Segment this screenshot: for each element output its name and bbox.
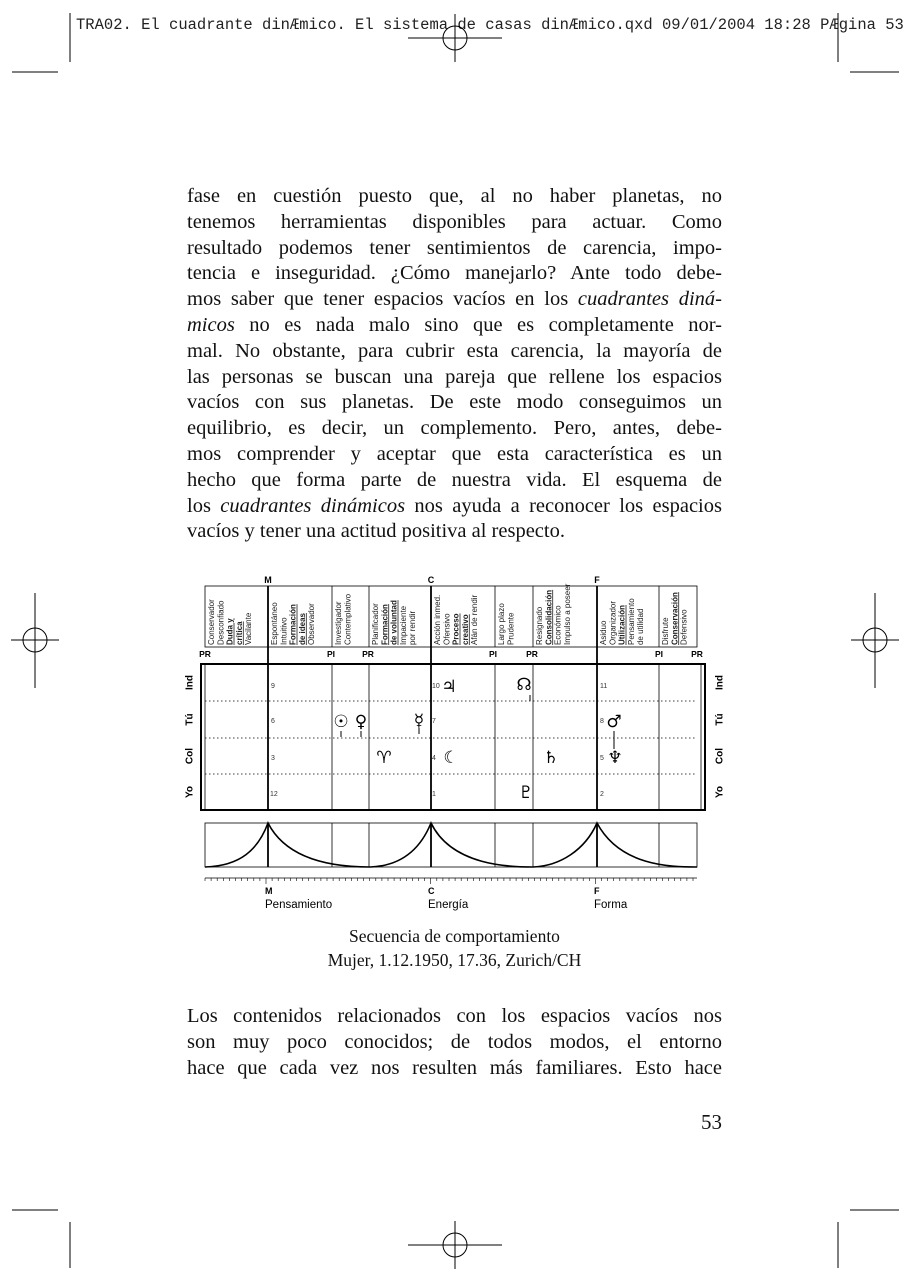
trait-label: Desconfiado xyxy=(216,600,226,645)
row-label: Yo xyxy=(714,785,726,799)
trait-label: Prudente xyxy=(506,612,516,645)
text-line: fase en cuestión puesto que, al no haber planetas, no xyxy=(187,185,722,207)
trait-label: Largo plazo xyxy=(497,603,506,645)
pluto-icon: ♇ xyxy=(518,783,534,803)
pi-label: PI xyxy=(654,649,664,659)
axis-name-label: Pensamiento xyxy=(265,899,333,911)
page-number: 53 xyxy=(701,1110,722,1134)
trait-label: Duda y xyxy=(225,618,235,645)
figure-caption-subtitle: Mujer, 1.12.1950, 17.36, Zurich/CH xyxy=(327,950,582,970)
trait-label: Proceso xyxy=(451,613,461,645)
aries-point-icon: ♈ xyxy=(376,748,392,768)
house-number: 4 xyxy=(432,755,436,762)
axis-name-label: Energía xyxy=(428,899,469,911)
body-paragraph-2 xyxy=(187,1004,722,1081)
text-line: tencia e inseguridad. ¿Cómo manejarlo? Ante todo debe- xyxy=(187,262,722,285)
text-line: son muy poco conocidos; de todos modos, el entorno xyxy=(187,1030,722,1053)
trait-label: crítica xyxy=(234,621,244,645)
slug-line: TRA02. El cuadrante dinÆmico. El sistema de casas dinÆmico.qxd 09/01/2004 18:28 PÆgina 53 xyxy=(76,16,904,34)
intensity-curve-box xyxy=(205,823,697,867)
text-segment: mos saber que tener espacios vacíos en los xyxy=(187,288,578,311)
pr-label: PR xyxy=(526,649,538,659)
trait-label: Asiduo xyxy=(599,620,608,645)
trait-label: Afán de rendir xyxy=(470,594,480,645)
italic-term: cuadrantes diná- xyxy=(577,288,723,311)
trait-label: Conservador xyxy=(207,599,216,645)
row-label: Ind xyxy=(714,675,726,690)
text-line: vacíos y tener una actitud positiva al respecto. xyxy=(187,520,565,543)
moon-icon: ☾ xyxy=(443,748,459,768)
house-number: 1 xyxy=(432,791,436,798)
house-number: 10 xyxy=(432,683,440,690)
mars-icon: ♂ xyxy=(606,712,622,732)
row-label: Tú xyxy=(714,713,726,726)
trait-label: Impulso a poseer xyxy=(562,583,572,645)
house-number: 7 xyxy=(432,718,436,725)
trait-label: Vacilante xyxy=(244,612,254,645)
text-line: resultado podemos tener sentimientos de carencia, impo- xyxy=(187,236,722,259)
trait-label: Contemplativo xyxy=(343,593,353,645)
figure-caption-title: Secuencia de comportamiento xyxy=(349,926,560,946)
pr-label: PR xyxy=(691,649,703,659)
trait-label: Ofensivo xyxy=(442,613,452,645)
text-line: vacíos con sus planetas. De este modo conseguimos un xyxy=(187,391,722,414)
saturn-icon: ♄ xyxy=(543,748,559,768)
house-number: 5 xyxy=(600,755,604,762)
trait-label: Investigador xyxy=(334,601,343,645)
text-line: las personas se buscan una pareja que rellene los espacios xyxy=(187,365,722,388)
text-line: mos comprender y aceptar que esta característica es un xyxy=(187,442,722,465)
trait-label: Conservación xyxy=(670,592,680,645)
text-line: equilibrio, es decir, un complemento. Pero, antes, debe- xyxy=(187,417,722,440)
trait-label: Resignado xyxy=(535,606,544,645)
axis-letter-label: M xyxy=(265,886,273,896)
row-label: Ind xyxy=(184,675,196,690)
trait-label: Defensivo xyxy=(679,609,689,645)
top-marker: M xyxy=(264,575,272,585)
text-line: mal. No obstante, para cubrir esta carencia, la mayoría de xyxy=(187,339,722,362)
trait-label: por rendir xyxy=(408,610,418,645)
text-segment: los xyxy=(187,494,221,517)
text-line: Los contenidos relacionados con los espacios vacíos nos xyxy=(187,1005,722,1027)
trait-label: Utilización xyxy=(617,604,627,645)
pi-label: PI xyxy=(326,649,336,659)
pr-label: PR xyxy=(362,649,374,659)
trait-label: creativo xyxy=(460,614,470,645)
house-number: 6 xyxy=(271,718,275,725)
house-number: 8 xyxy=(600,718,604,725)
axis-letter-label: F xyxy=(594,886,600,896)
trait-label: Acción inmed. xyxy=(433,594,442,645)
neptune-icon: ♆ xyxy=(607,748,623,768)
intensity-curve xyxy=(205,823,697,867)
trait-label: Planificador xyxy=(371,603,380,645)
row-label: Col xyxy=(714,747,726,765)
italic-term: micos xyxy=(187,313,235,336)
row-label: Col xyxy=(184,747,196,765)
sun-icon: ☉ xyxy=(333,712,349,732)
italic-term: cuadrantes dinámicos xyxy=(220,494,406,517)
trait-label: Consolidación xyxy=(544,589,554,645)
pi-label: PI xyxy=(488,649,498,659)
row-label: Yo xyxy=(184,785,196,799)
house-number: 11 xyxy=(600,683,608,690)
trait-label: Formación xyxy=(380,604,390,645)
house-number: 3 xyxy=(271,755,275,762)
trait-label: Formación xyxy=(288,604,298,645)
mercury-icon: ☿ xyxy=(413,711,425,731)
axis-letter-label: C xyxy=(428,886,435,896)
top-marker: F xyxy=(594,575,600,585)
house-number: 2 xyxy=(600,791,604,798)
trait-label: de utilidad xyxy=(636,608,646,645)
trait-label: Disfrute xyxy=(661,617,670,645)
trait-label: Organizador xyxy=(608,600,618,645)
text-line: tenemos herramientas disponibles para actuar. Como xyxy=(187,210,722,233)
top-marker: C xyxy=(427,575,435,585)
venus-icon: ♀ xyxy=(354,712,368,732)
text-segment: no es nada malo sino que es completamente nor- xyxy=(234,313,722,336)
house-number: 9 xyxy=(271,683,275,690)
north-node-icon: ☊ xyxy=(516,675,532,695)
trait-label: Espontáneo xyxy=(270,602,279,645)
row-label: Tú xyxy=(184,713,196,726)
text-line: hecho que forma parte de nuestra vida. El esquema de xyxy=(187,468,722,491)
house-number: 12 xyxy=(270,791,278,798)
jupiter-icon: ♃ xyxy=(441,677,457,697)
pr-label: PR xyxy=(199,649,211,659)
axis-name-label: Forma xyxy=(594,899,628,911)
text-segment: nos ayuda a reconocer los espacios xyxy=(405,494,722,517)
trait-label: de ideas xyxy=(297,612,307,645)
trait-label: Impaciente xyxy=(398,605,408,645)
trait-label: Económico xyxy=(553,605,563,645)
trait-label: Pensamiento xyxy=(626,598,636,645)
trait-label: Observador xyxy=(307,603,317,645)
trait-label: de voluntad xyxy=(389,600,399,645)
text-line: hace que cada vez nos resulten más familiares. Esto hace xyxy=(187,1056,722,1079)
trait-label: Intuitivo xyxy=(279,617,289,645)
